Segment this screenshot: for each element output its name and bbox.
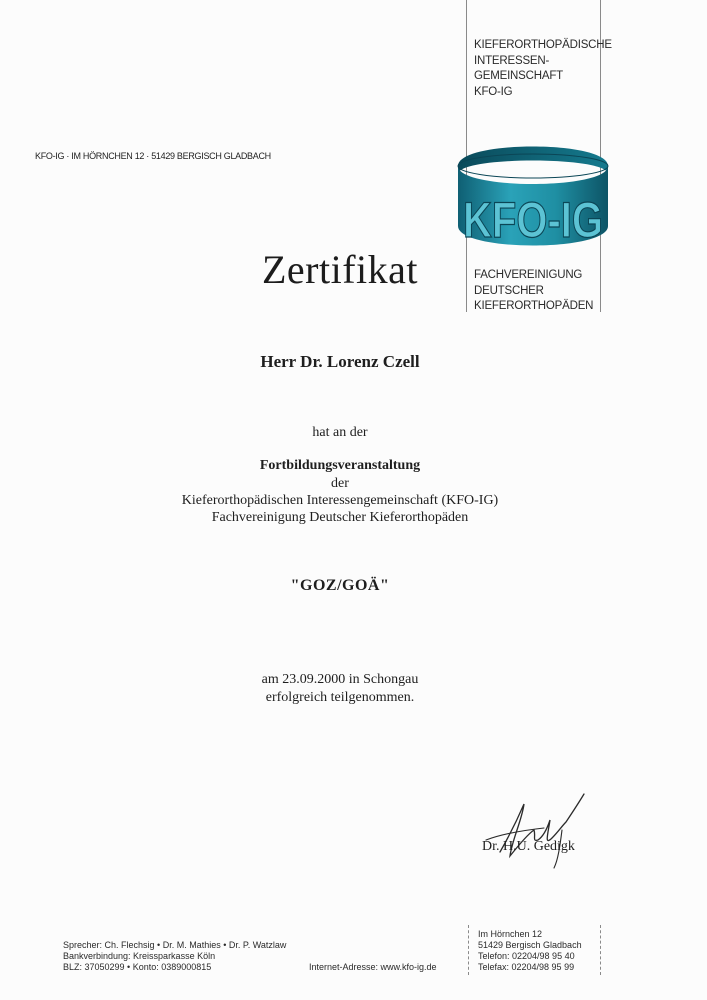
footer-bank: Bankverbindung: Kreissparkasse Köln [63, 951, 216, 961]
org-name-line: GEMEINSCHAFT [474, 70, 563, 82]
footer-fax: Telefax: 02204/98 95 99 [478, 962, 575, 972]
footer-internet: Internet-Adresse: www.kfo-ig.de [309, 962, 437, 972]
fach-line: KIEFERORTHOPÄDEN [474, 300, 594, 312]
logo-text: KFO-IG [463, 192, 603, 248]
footer-account: BLZ: 37050299 • Konto: 0389000815 [63, 962, 212, 972]
footer-left-block [63, 940, 286, 973]
footer-address-block [478, 929, 582, 973]
hat-an-der-line: hat an der [312, 425, 368, 440]
kfo-ig-logo [450, 130, 616, 258]
signer-name: Dr. H.U. Gedigk [482, 839, 575, 854]
organization-subtitle: Fachvereinigung Deutscher Kieferorthopäden [211, 510, 469, 525]
result-line: erfolgreich teilgenommen. [265, 690, 415, 705]
course-subject: "GOZ/GOÄ" [290, 577, 390, 594]
footer-city: 51429 Bergisch Gladbach [478, 940, 582, 950]
fach-line: FACHVEREINIGUNG [474, 269, 583, 281]
handwritten-signature [478, 790, 588, 870]
org-name-line: KIEFERORTHOPÄDISCHE [474, 39, 612, 51]
certificate-title: Zertifikat [261, 247, 419, 292]
footer-rule-right [600, 925, 601, 975]
org-name-line: KFO-IG [474, 85, 513, 98]
der-line: der [331, 476, 349, 491]
footer-phone: Telefon: 02204/98 95 40 [478, 951, 575, 961]
date-location-line: am 23.09.2000 in Schongau [261, 672, 419, 687]
footer-speakers: Sprecher: Ch. Flechsig • Dr. M. Mathies • Dr. P. Watzlaw [63, 940, 287, 950]
footer-rule-left [468, 925, 469, 975]
footer-street: Im Hörnchen 12 [478, 929, 543, 939]
fach-line: DEUTSCHER [474, 284, 544, 297]
recipient-name: Herr Dr. Lorenz Czell [260, 352, 420, 371]
sender-line: KFO-IG · IM HÖRNCHEN 12 · 51429 BERGISCH GLADBACH [35, 151, 271, 161]
org-name-block [474, 38, 612, 100]
org-name-line: INTERESSEN- [474, 54, 550, 67]
organization-full-name: Kieferorthopädischen Interessengemeinschaft (KFO-IG) [181, 493, 499, 508]
event-type: Fortbildungsveranstaltung [259, 458, 421, 473]
